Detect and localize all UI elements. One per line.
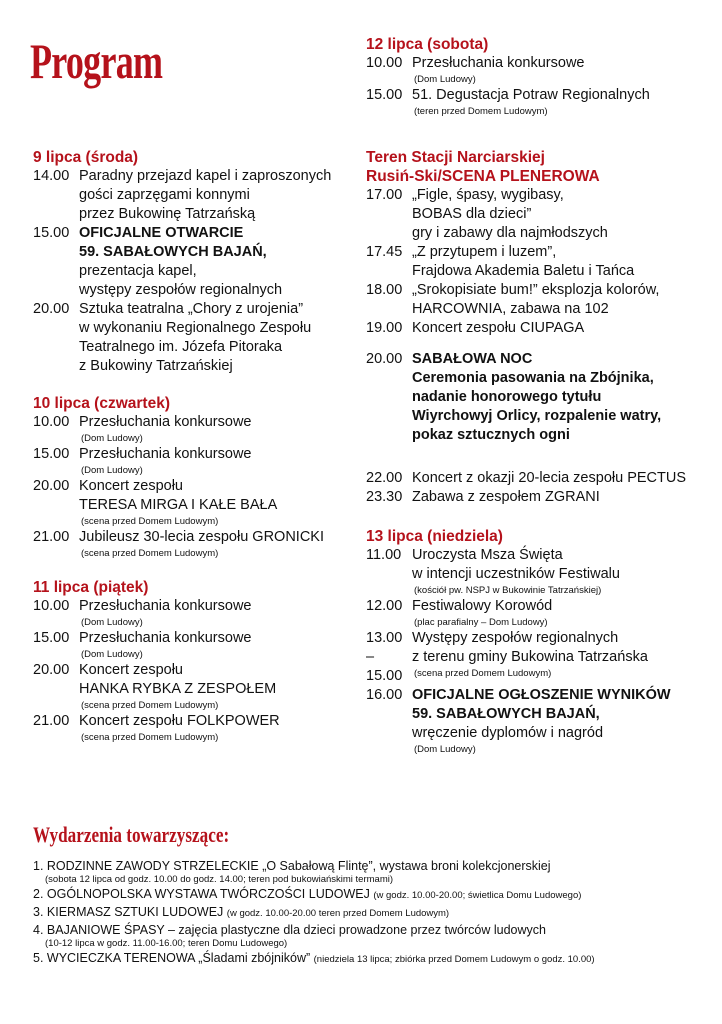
- event-time: 20.00: [33, 301, 70, 317]
- event-line: HANKA RYBKA Z ZESPOŁEM: [79, 681, 277, 697]
- event-line: przez Bukowinę Tatrzańską: [79, 206, 256, 222]
- event-note: (scena przed Domem Ludowym): [414, 668, 552, 679]
- event-line: 51. Degustacja Potraw Regionalnych: [412, 87, 650, 103]
- side-event-main: 5. WYCIECZKA TERENOWA „Śladami zbójników”: [33, 951, 311, 965]
- event-line: Frajdowa Akademia Baletu i Tańca: [412, 263, 635, 279]
- section-heading: Rusiń-Ski/SCENA PLENEROWA: [366, 168, 600, 185]
- event-desc: [412, 597, 711, 629]
- event-row: [366, 186, 711, 243]
- event-desc: [412, 469, 711, 488]
- event-line: Koncert zespołu: [79, 662, 183, 678]
- event-desc: [79, 597, 363, 629]
- event-row: [33, 445, 363, 477]
- event-line: Zabawa z zespołem ZGRANI: [412, 489, 600, 505]
- event-time: 15.00: [33, 225, 70, 241]
- event-desc: [412, 86, 711, 118]
- event-note: (scena przed Domem Ludowym): [81, 516, 219, 527]
- event-line: Koncert z okazji 20-lecia zespołu PECTUS: [412, 470, 687, 486]
- event-row: [33, 661, 363, 712]
- event-line: Uroczysta Msza Święta: [412, 547, 563, 563]
- event-time: 11.00: [366, 547, 402, 563]
- event-line: 59. SABAŁOWYCH BAJAŃ,: [79, 244, 267, 260]
- event-desc: [412, 488, 711, 507]
- event-desc: [412, 686, 711, 756]
- event-line: „Figle, śpasy, wygibasy,: [412, 187, 564, 203]
- event-line: gości zaprzęgami konnymi: [79, 187, 250, 203]
- event-line: Występy zespołów regionalnych: [412, 630, 619, 646]
- event-time: 10.00: [366, 55, 403, 71]
- day-title: 9 lipca (środa): [33, 149, 139, 166]
- event-row: [366, 243, 711, 281]
- event-desc: [79, 167, 363, 224]
- event-line: występy zespołów regionalnych: [79, 282, 283, 298]
- day-title: 10 lipca (czwartek): [33, 395, 170, 412]
- event-row: [366, 488, 711, 507]
- day-block: [33, 148, 363, 376]
- event-row: [33, 528, 363, 560]
- event-line: Paradny przejazd kapel i zaproszonych: [79, 168, 332, 184]
- event-time: 20.00: [366, 351, 403, 367]
- event-desc: [79, 528, 363, 560]
- event-line: Koncert zespołu CIUPAGA: [412, 320, 585, 336]
- side-event-item: [33, 950, 713, 968]
- event-line: TERESA MIRGA I KAŁE BAŁA: [79, 497, 278, 513]
- side-event-detail: (w godz. 10.00-20.00 teren przed Domem Ludowym): [226, 908, 450, 919]
- event-row: [33, 629, 363, 661]
- event-note: (Dom Ludowy): [81, 465, 143, 476]
- event-note: (scena przed Domem Ludowym): [81, 700, 219, 711]
- event-desc: [412, 629, 711, 686]
- event-desc: [412, 186, 711, 243]
- event-line: pokaz sztucznych ogni: [412, 427, 570, 443]
- event-line: OFICJALNE OTWARCIE: [79, 225, 244, 241]
- event-row: [366, 546, 711, 597]
- side-event-detail: (w godz. 10.00-20.00; świetlica Domu Ludowego): [373, 890, 582, 901]
- side-event-item: [33, 904, 713, 922]
- event-line: OFICJALNE OGŁOSZENIE WYNIKÓW: [412, 687, 671, 703]
- side-event-item: [33, 858, 713, 886]
- left-column: [33, 148, 363, 758]
- event-line: Teatralnego im. Józefa Pitoraka: [79, 339, 283, 355]
- event-time: 17.00: [366, 187, 403, 203]
- event-desc: [79, 477, 363, 528]
- event-line: Jubileusz 30-lecia zespołu GRONICKI: [79, 529, 324, 545]
- event-desc: [412, 54, 711, 86]
- event-row: [366, 86, 711, 118]
- event-note: (scena przed Domem Ludowym): [81, 548, 219, 559]
- event-desc: [412, 319, 711, 338]
- event-line: z Bukowiny Tatrzańskiej: [79, 358, 233, 374]
- event-time: 23.30: [366, 489, 403, 505]
- event-note: (plac parafialny – Dom Ludowy): [414, 617, 548, 628]
- side-events: [33, 822, 713, 968]
- event-desc: [79, 661, 363, 712]
- event-time: 22.00: [366, 470, 403, 486]
- rusin-section: [366, 148, 711, 507]
- event-time: 12.00: [366, 598, 403, 614]
- event-row: [33, 224, 363, 300]
- event-row: [33, 167, 363, 224]
- event-row: [366, 686, 711, 756]
- event-line: Wiyrchowyj Orlicy, rozpalenie watry,: [412, 408, 662, 424]
- side-event-main: 2. OGÓLNOPOLSKA WYSTAWA TWÓRCZOŚCI LUDOWEJ: [33, 887, 370, 901]
- event-desc: [412, 546, 711, 597]
- spacer: [366, 445, 711, 469]
- event-line: z terenu gminy Bukowina Tatrzańska: [412, 649, 648, 665]
- event-line: Przesłuchania konkursowe: [79, 630, 252, 646]
- day-title: 12 lipca (sobota): [366, 36, 489, 53]
- event-time: 15.00: [33, 446, 70, 462]
- event-row: [366, 319, 711, 338]
- event-line: Przesłuchania konkursowe: [79, 414, 252, 430]
- event-line: SABAŁOWA NOC: [412, 351, 533, 367]
- right-column: [366, 35, 711, 770]
- event-row: [33, 477, 363, 528]
- event-note: (teren przed Domem Ludowym): [414, 106, 548, 117]
- day-block: [33, 578, 363, 744]
- event-line: prezentacja kapel,: [79, 263, 197, 279]
- side-event-detail: (niedziela 13 lipca; zbiórka przed Domem Ludowym o godz. 10.00): [313, 954, 595, 965]
- event-line: Przesłuchania konkursowe: [79, 446, 252, 462]
- event-line: HARCOWNIA, zabawa na 102: [412, 301, 609, 317]
- event-time: 10.00: [33, 414, 70, 430]
- event-time: 18.00: [366, 282, 403, 298]
- event-time: 21.00: [33, 529, 70, 545]
- event-desc: [412, 350, 711, 445]
- event-line: Koncert zespołu: [79, 478, 183, 494]
- side-event-main: 4. BAJANIOWE ŚPASY – zajęcia plastyczne dla dzieci prowadzone przez twórców ludowych: [33, 923, 546, 937]
- event-row: [33, 413, 363, 445]
- event-note: (Dom Ludowy): [81, 617, 143, 628]
- event-line: „Z przytupem i luzem”,: [412, 244, 557, 260]
- event-desc: [79, 300, 363, 376]
- event-row: [366, 54, 711, 86]
- event-line: 59. SABAŁOWYCH BAJAŃ,: [412, 706, 600, 722]
- event-time: 15.00: [366, 87, 403, 103]
- event-row: [33, 300, 363, 376]
- side-events-list: [33, 858, 713, 968]
- event-row: [366, 281, 711, 319]
- spacer: [366, 338, 711, 350]
- day-block: [366, 35, 711, 118]
- event-line: „Srokopisiate bum!” eksplozja kolorów,: [412, 282, 660, 298]
- event-time: 15.00: [33, 630, 70, 646]
- side-event-detail: (10-12 lipca w godz. 11.00-16.00; teren Domu Ludowego): [45, 938, 288, 949]
- event-desc: [412, 281, 711, 319]
- event-row: [366, 350, 711, 445]
- event-desc: [79, 413, 363, 445]
- side-event-main: 3. KIERMASZ SZTUKI LUDOWEJ: [33, 905, 224, 919]
- side-events-title: Wydarzenia towarzyszące:: [33, 822, 230, 847]
- event-desc: [79, 629, 363, 661]
- event-time: 20.00: [33, 662, 70, 678]
- event-time: 10.00: [33, 598, 70, 614]
- side-event-detail: (sobota 12 lipca od godz. 10.00 do godz. 14.00; teren pod bukowiańskimi termami): [45, 874, 394, 885]
- event-line: wręczenie dyplomów i nagród: [412, 725, 604, 741]
- event-line: w wykonaniu Regionalnego Zespołu: [79, 320, 312, 336]
- day-block: [33, 394, 363, 560]
- event-time: 13.00 – 15.00: [366, 630, 403, 684]
- day-block: [366, 527, 711, 756]
- event-desc: [79, 712, 363, 744]
- event-line: Festiwalowy Korowód: [412, 598, 553, 614]
- event-row: [33, 597, 363, 629]
- event-line: w intencji uczestników Festiwalu: [412, 566, 620, 582]
- event-desc: [412, 243, 711, 281]
- side-event-item: [33, 886, 713, 904]
- event-time: 16.00: [366, 687, 403, 703]
- event-time: 21.00: [33, 713, 70, 729]
- event-desc: [79, 445, 363, 477]
- event-time: 14.00: [33, 168, 70, 184]
- event-note: (Dom Ludowy): [414, 744, 476, 755]
- day-title: 11 lipca (piątek): [33, 579, 149, 596]
- section-heading: Teren Stacji Narciarskiej: [366, 149, 545, 166]
- day-title: 13 lipca (niedziela): [366, 528, 503, 545]
- side-event-item: [33, 922, 713, 950]
- event-time: 19.00: [366, 320, 403, 336]
- event-row: [33, 712, 363, 744]
- event-line: BOBAS dla dzieci”: [412, 206, 532, 222]
- event-time: 20.00: [33, 478, 70, 494]
- event-line: Ceremonia pasowania na Zbójnika,: [412, 370, 654, 386]
- event-row: [366, 629, 711, 686]
- event-line: nadanie honorowego tytułu: [412, 389, 602, 405]
- event-line: Koncert zespołu FOLKPOWER: [79, 713, 280, 729]
- event-desc: [79, 224, 363, 300]
- event-row: [366, 469, 711, 488]
- page-title: Program: [30, 33, 163, 89]
- side-event-main: 1. RODZINNE ZAWODY STRZELECKIE „O Sabałową Flintę”, wystawa broni kolekcjonerskiej: [33, 859, 551, 873]
- event-time: 17.45: [366, 244, 403, 260]
- event-line: Przesłuchania konkursowe: [79, 598, 252, 614]
- event-note: (Dom Ludowy): [81, 649, 143, 660]
- event-line: Przesłuchania konkursowe: [412, 55, 585, 71]
- event-note: (Dom Ludowy): [414, 74, 476, 85]
- event-note: (kościół pw. NSPJ w Bukowinie Tatrzańskiej): [414, 585, 602, 596]
- event-row: [366, 597, 711, 629]
- event-note: (scena przed Domem Ludowym): [81, 732, 219, 743]
- event-line: gry i zabawy dla najmłodszych: [412, 225, 608, 241]
- event-line: Sztuka teatralna „Chory z urojenia”: [79, 301, 304, 317]
- event-note: (Dom Ludowy): [81, 433, 143, 444]
